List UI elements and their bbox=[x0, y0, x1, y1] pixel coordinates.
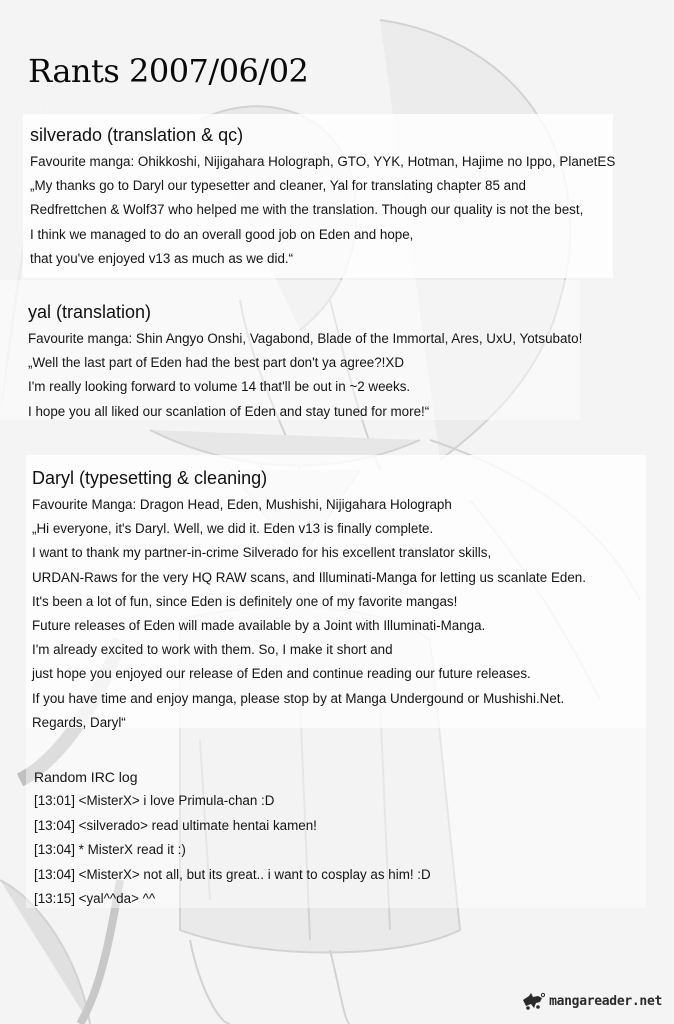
section-heading: Daryl (typesetting & cleaning) bbox=[32, 468, 268, 488]
message-line: „Well the last part of Eden had the best part don't ya agree?!XD bbox=[28, 355, 404, 371]
irc-log-line: [13:15] <yal^^da> ^^ bbox=[34, 891, 156, 906]
favourite-manga-line: Favourite manga: Shin Angyo Onshi, Vagabond, Blade of the Immortal, Ares, UxU, Yotsubato! bbox=[28, 331, 583, 346]
message-line: I hope you all liked our scanlation of Eden and stay tuned for more!“ bbox=[28, 403, 430, 419]
message-line: Redfrettchen & Wolf37 who helped me with the translation. Though our quality is not the best, bbox=[30, 202, 584, 218]
favourite-manga-line: Favourite Manga: Dragon Head, Eden, Mushishi, Nijigahara Holograph bbox=[32, 497, 452, 512]
message-line: I'm already excited to work with them. So, I make it short and bbox=[32, 642, 393, 658]
watermark-text: mangareader.net bbox=[549, 993, 662, 1009]
message-line: „My thanks go to Daryl our typesetter and cleaner, Yal for translating chapter 85 and bbox=[30, 178, 526, 194]
message-line: that you've enjoyed v13 as much as we did.“ bbox=[30, 250, 294, 266]
message-line: If you have time and enjoy manga, please stop by at Manga Undergound or Mushishi.Net. bbox=[32, 690, 565, 706]
section-heading: yal (translation) bbox=[28, 302, 152, 322]
irc-log-line: [13:04] <MisterX> not all, but its great.. i want to cosplay as him! :D bbox=[34, 866, 431, 882]
section-silverado bbox=[30, 124, 615, 271]
watermark bbox=[522, 992, 662, 1010]
message-line: It's been a lot of fun, since Eden is definitely one of my favorite mangas! bbox=[32, 593, 458, 609]
message-line: URDAN-Raws for the very HQ RAW scans, and Illuminati-Manga for letting us scanlate Eden. bbox=[32, 569, 586, 585]
irc-log-heading: Random IRC log bbox=[34, 769, 138, 785]
message-line: „Hi everyone, it's Daryl. Well, we did it. Eden v13 is finally complete. bbox=[32, 521, 434, 537]
irc-log-line: [13:04] <silverado> read ultimate hentai kamen! bbox=[34, 817, 317, 833]
message-line: just hope you enjoyed our release of Eden and continue reading our future releases. bbox=[32, 666, 531, 682]
section-heading: silverado (translation & qc) bbox=[30, 125, 244, 145]
irc-log-line: [13:04] * MisterX read it :) bbox=[34, 842, 186, 857]
irc-log-line: [13:01] <MisterX> i love Primula-chan :D bbox=[34, 793, 275, 808]
section-daryl bbox=[32, 467, 586, 735]
page-title: Rants 2007/06/02 bbox=[28, 52, 309, 90]
message-line: Regards, Daryl“ bbox=[32, 714, 126, 730]
message-line: I'm really looking forward to volume 14 that'll be out in ~2 weeks. bbox=[28, 379, 411, 395]
mangareader-logo-icon bbox=[522, 992, 546, 1010]
section-yal bbox=[28, 301, 582, 424]
section-irc-log bbox=[34, 765, 431, 912]
message-line: I want to thank my partner-in-crime Silverado for his excellent translator skills, bbox=[32, 545, 492, 561]
message-line: Future releases of Eden will made available by a Joint with Illuminati-Manga. bbox=[32, 618, 486, 634]
message-line: I think we managed to do an overall good job on Eden and hope, bbox=[30, 226, 414, 242]
favourite-manga-line: Favourite manga: Ohikkoshi, Nijigahara Holograph, GTO, YYK, Hotman, Hajime no Ippo, PlanetES bbox=[30, 154, 616, 169]
